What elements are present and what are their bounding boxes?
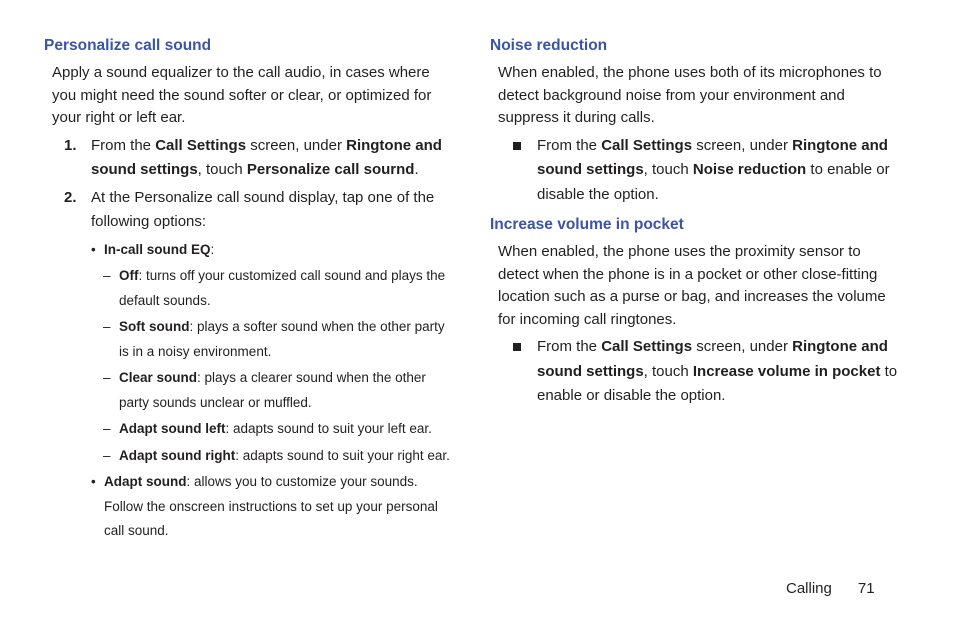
bold-term: Ringtone and sound settings	[537, 338, 888, 380]
step-number: 2.	[64, 188, 77, 206]
bold-term: Increase volume in pocket	[692, 362, 881, 380]
dash-item-soft-sound	[44, 315, 454, 364]
bullet-text: : allows you to customize your sounds. Follow the onscreen instructions to set up your personal call sound.	[104, 474, 438, 538]
step-text: , touch	[643, 362, 693, 380]
dash-text: : plays a softer sound when the other party is in a noisy environment.	[119, 319, 445, 359]
dash-text: : adapts sound to suit your left ear.	[225, 421, 432, 436]
dash-text: : turns off your customized call sound and plays the default sounds.	[119, 268, 446, 308]
section-heading-personalize-call-sound: Personalize call sound	[44, 37, 212, 54]
step-text: to enable or disable the option.	[537, 161, 890, 203]
options-list-2	[44, 470, 454, 544]
step-text: From the	[537, 136, 602, 154]
step-text: At the Personalize call sound display, tap one of the following options:	[91, 188, 435, 230]
dash-item-clear-sound	[44, 366, 454, 415]
step-text: .	[414, 161, 419, 178]
step-text: screen, under	[246, 136, 347, 154]
bold-term: Ringtone and sound settings	[91, 136, 442, 178]
footer-section-name: Calling	[786, 580, 832, 597]
left-column	[44, 36, 454, 546]
square-bullet-icon	[513, 142, 521, 150]
step-text: screen, under	[692, 136, 793, 154]
dash-item-adapt-sound-right	[44, 444, 454, 469]
page-number: 71	[857, 580, 875, 597]
noise-intro: When enabled, the phone uses both of its microphones to detect background noise from your environment and suppress it during calls.	[498, 64, 882, 126]
dash-text: : adapts sound to suit your right ear.	[235, 447, 450, 463]
noise-step	[490, 134, 902, 208]
dash-mark: –	[103, 421, 111, 436]
bullet-dot: •	[91, 474, 96, 489]
dash-mark: –	[103, 268, 111, 283]
pocket-step	[490, 335, 902, 409]
page-footer	[786, 578, 875, 600]
bullet-adapt-sound	[44, 470, 454, 544]
bold-term: Call Settings	[601, 136, 693, 154]
section-heading-noise-reduction: Noise reduction	[490, 37, 608, 54]
step-1	[44, 134, 454, 183]
dash-mark: –	[103, 447, 111, 463]
dash-item-off	[44, 264, 454, 313]
step-text: , touch	[197, 161, 247, 178]
bold-term: Adapt sound right	[119, 447, 236, 463]
bold-term: Call Settings	[155, 136, 247, 154]
bold-term: Ringtone and sound settings	[537, 136, 888, 178]
square-bullet-icon	[513, 343, 521, 351]
bold-term: Call Settings	[601, 338, 693, 355]
bold-term: Adapt sound	[104, 474, 187, 489]
bullet-in-call-sound-eq	[44, 238, 454, 263]
bold-term: Personalize call sournd	[246, 161, 415, 178]
steps-list	[44, 134, 454, 235]
dash-text: : plays a clearer sound when the other party sounds unclear or muffled.	[119, 370, 426, 410]
bold-term: Noise reduction	[692, 161, 807, 178]
section-heading-increase-volume-in-pocket: Increase volume in pocket	[490, 216, 684, 233]
bold-term: Off	[119, 268, 139, 283]
step-text: , touch	[643, 161, 693, 178]
step-text: From the	[91, 136, 156, 154]
step-text: From the	[537, 338, 602, 355]
step-text: screen, under	[692, 338, 793, 355]
personalize-intro: Apply a sound equalizer to the call audio, in cases where you might need the sound softer or clear, or optimized for your right or left ear.	[52, 64, 432, 126]
dash-mark: –	[103, 370, 111, 385]
bold-term: In-call sound EQ	[104, 241, 211, 257]
step-2	[44, 186, 454, 235]
step-number: 1.	[64, 136, 77, 154]
bold-term: Soft sound	[119, 319, 190, 334]
right-column	[490, 36, 902, 409]
bold-term: Clear sound	[119, 370, 198, 385]
options-list	[44, 238, 454, 263]
dash-item-adapt-sound-left	[44, 417, 454, 442]
step-text: to enable or disable the option.	[537, 362, 898, 404]
bullet-text: :	[210, 241, 215, 257]
bullet-dot: •	[91, 241, 96, 257]
pocket-intro: When enabled, the phone uses the proximity sensor to detect when the phone is in a pocket or other close-fitting location such as a purse or bag, and increases the volume for incoming call ringtones.	[498, 243, 886, 328]
dash-mark: –	[103, 319, 111, 334]
bold-term: Adapt sound left	[119, 421, 226, 436]
eq-options-list	[44, 264, 454, 468]
